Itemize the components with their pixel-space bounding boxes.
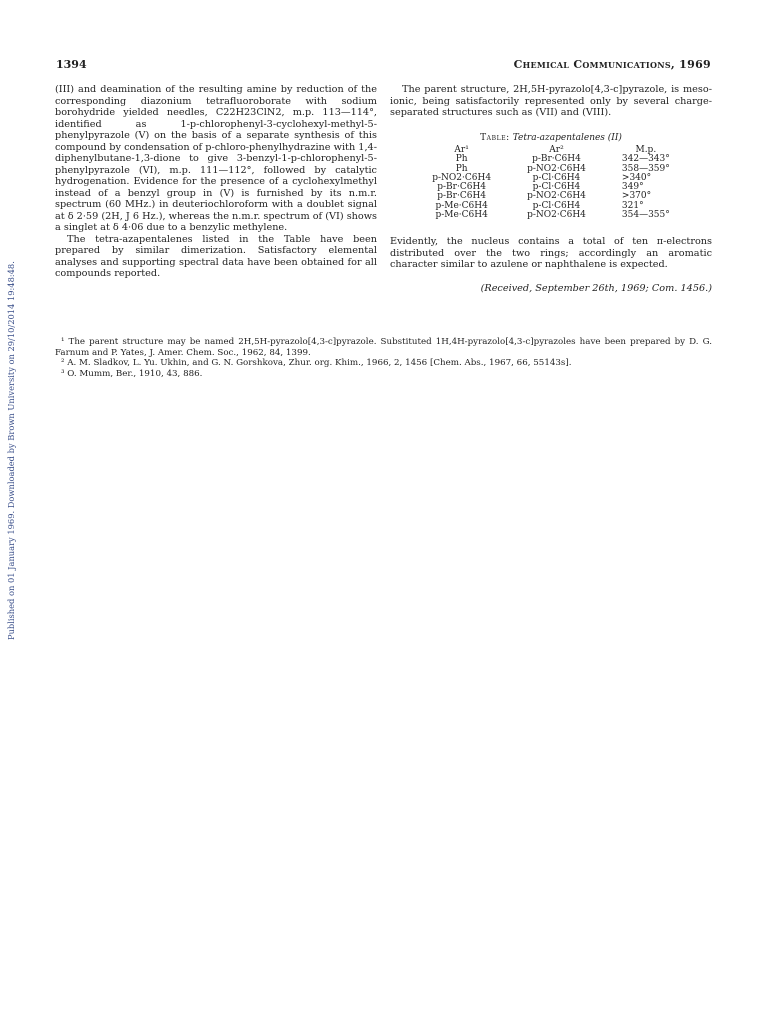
cell-ar1: Ph	[455, 163, 468, 174]
left-column	[55, 84, 377, 280]
cell-ar1: p-Me·C6H4	[435, 200, 488, 211]
table-caption	[390, 133, 712, 145]
cell-ar2: p-NO2·C6H4	[527, 191, 586, 202]
footnote-1: ¹ The parent structure may be named 2H,5H-pyrazolo[4,3-c]pyrazole. Substituted 1H,4H-pyrazolo[4,3-c]pyrazoles have been prepared by D. G. Farnum and P. Yates, J. Amer. Chem. Soc., 1962, 84, 1399.	[55, 337, 712, 358]
table-caption-title: Tetra-azapentalenes (II)	[512, 132, 622, 143]
cell-ar1: p-Br·C6H4	[437, 182, 487, 193]
footnote-2: ² A. M. Sladkov, L. Yu. Ukhin, and G. N. Gorshkova, Zhur. org. Khim., 1966, 2, 1456 [Chem. Abs., 1967, 66, 55143s].	[61, 358, 572, 368]
header-ar1: Ar¹	[454, 145, 469, 155]
cell-ar2: p-Cl·C6H4	[532, 172, 581, 183]
cell-ar2: p-NO2·C6H4	[527, 163, 586, 174]
cell-mp: 349°	[621, 182, 644, 193]
left-paragraph-2: The tetra-azapentalenes listed in the Table have been prepared by similar dimerization. Satisfactory elemental analyses and supporting spectral data have been obtained for all compounds reported.	[55, 233, 377, 279]
left-paragraph-1: (III) and deamination of the resulting amine by reduction of the corresponding diazonium tetrafluoroborate with sodium borohydride yielded needles, C22H23ClN2, m.p. 113—114°, identified as 1-p-chlorophenyl-3-cyclohexyl-methyl-5-phenylpyrazole (V) on the basis of a separate synthesis of this compound by condensation of p-chloro-phenylhydrazine with 1,4-diphenylbutane-1,3-dione to give 3-benzyl-1-p-chlorophenyl-5-phenylpyrazole (VI), m.p. 111—112°, followed by catalytic hydrogenation. Evidence for the presence of a cyclohexylmethyl instead of a benzyl group in (V) is furnished by its n.m.r. spectrum (60 MHz.) in deuteriochloroform with a doublet signal at δ 2·59 (2H, J 6 Hz.), whereas the n.m.r. spectrum of (VI) shows a singlet at δ 4·06 due to a benzylic methylene.	[55, 84, 377, 233]
footnote-3: ³ O. Mumm, Ber., 1910, 43, 886.	[61, 368, 203, 379]
right-paragraph-2: Evidently, the nucleus contains a total of ten π-electrons distributed over the two rings; accordingly an aromatic character similar to azulene or naphthalene is expected.	[390, 236, 712, 271]
received-line: (Received, September 26th, 1969; Com. 1456.)	[480, 282, 712, 294]
download-notice: Published on 01 January 1969. Downloaded by Brown University on 29/10/2014 19:48:48.	[6, 261, 16, 640]
right-paragraph-1: The parent structure, 2H,5H-pyrazolo[4,3-c]pyrazole, is meso-ionic, being satisfactorily represented only by several charge-separated structures such as (VII) and (VIII).	[390, 84, 712, 118]
cell-mp: 354—355°	[621, 210, 670, 221]
data-table	[414, 146, 688, 220]
cell-ar2: p-Br·C6H4	[532, 154, 581, 165]
cell-mp: 358—359°	[621, 163, 670, 174]
header-mp: M.p.	[635, 145, 657, 155]
right-column	[390, 84, 712, 294]
footnotes	[55, 337, 712, 379]
cell-ar2: p-Cl·C6H4	[532, 200, 581, 211]
cell-mp: >340°	[621, 172, 652, 183]
page-number: 1394	[56, 58, 87, 71]
cell-mp: 321°	[621, 200, 644, 211]
header-ar2: Ar²	[549, 145, 564, 155]
cell-ar1: p-Me·C6H4	[435, 210, 488, 221]
cell-ar1: Ph	[455, 154, 468, 165]
cell-mp: >370°	[621, 191, 652, 202]
table-caption-label: Table:	[480, 132, 510, 143]
cell-ar1: p-Br·C6H4	[437, 191, 487, 202]
cell-ar1: p-NO2·C6H4	[432, 172, 492, 183]
table-row	[414, 211, 688, 220]
journal-title: Chemical Communications, 1969	[513, 58, 711, 71]
cell-mp: 342—343°	[621, 154, 670, 165]
cell-ar2: p-Cl·C6H4	[532, 182, 581, 193]
cell-ar2: p-NO2·C6H4	[527, 210, 586, 221]
